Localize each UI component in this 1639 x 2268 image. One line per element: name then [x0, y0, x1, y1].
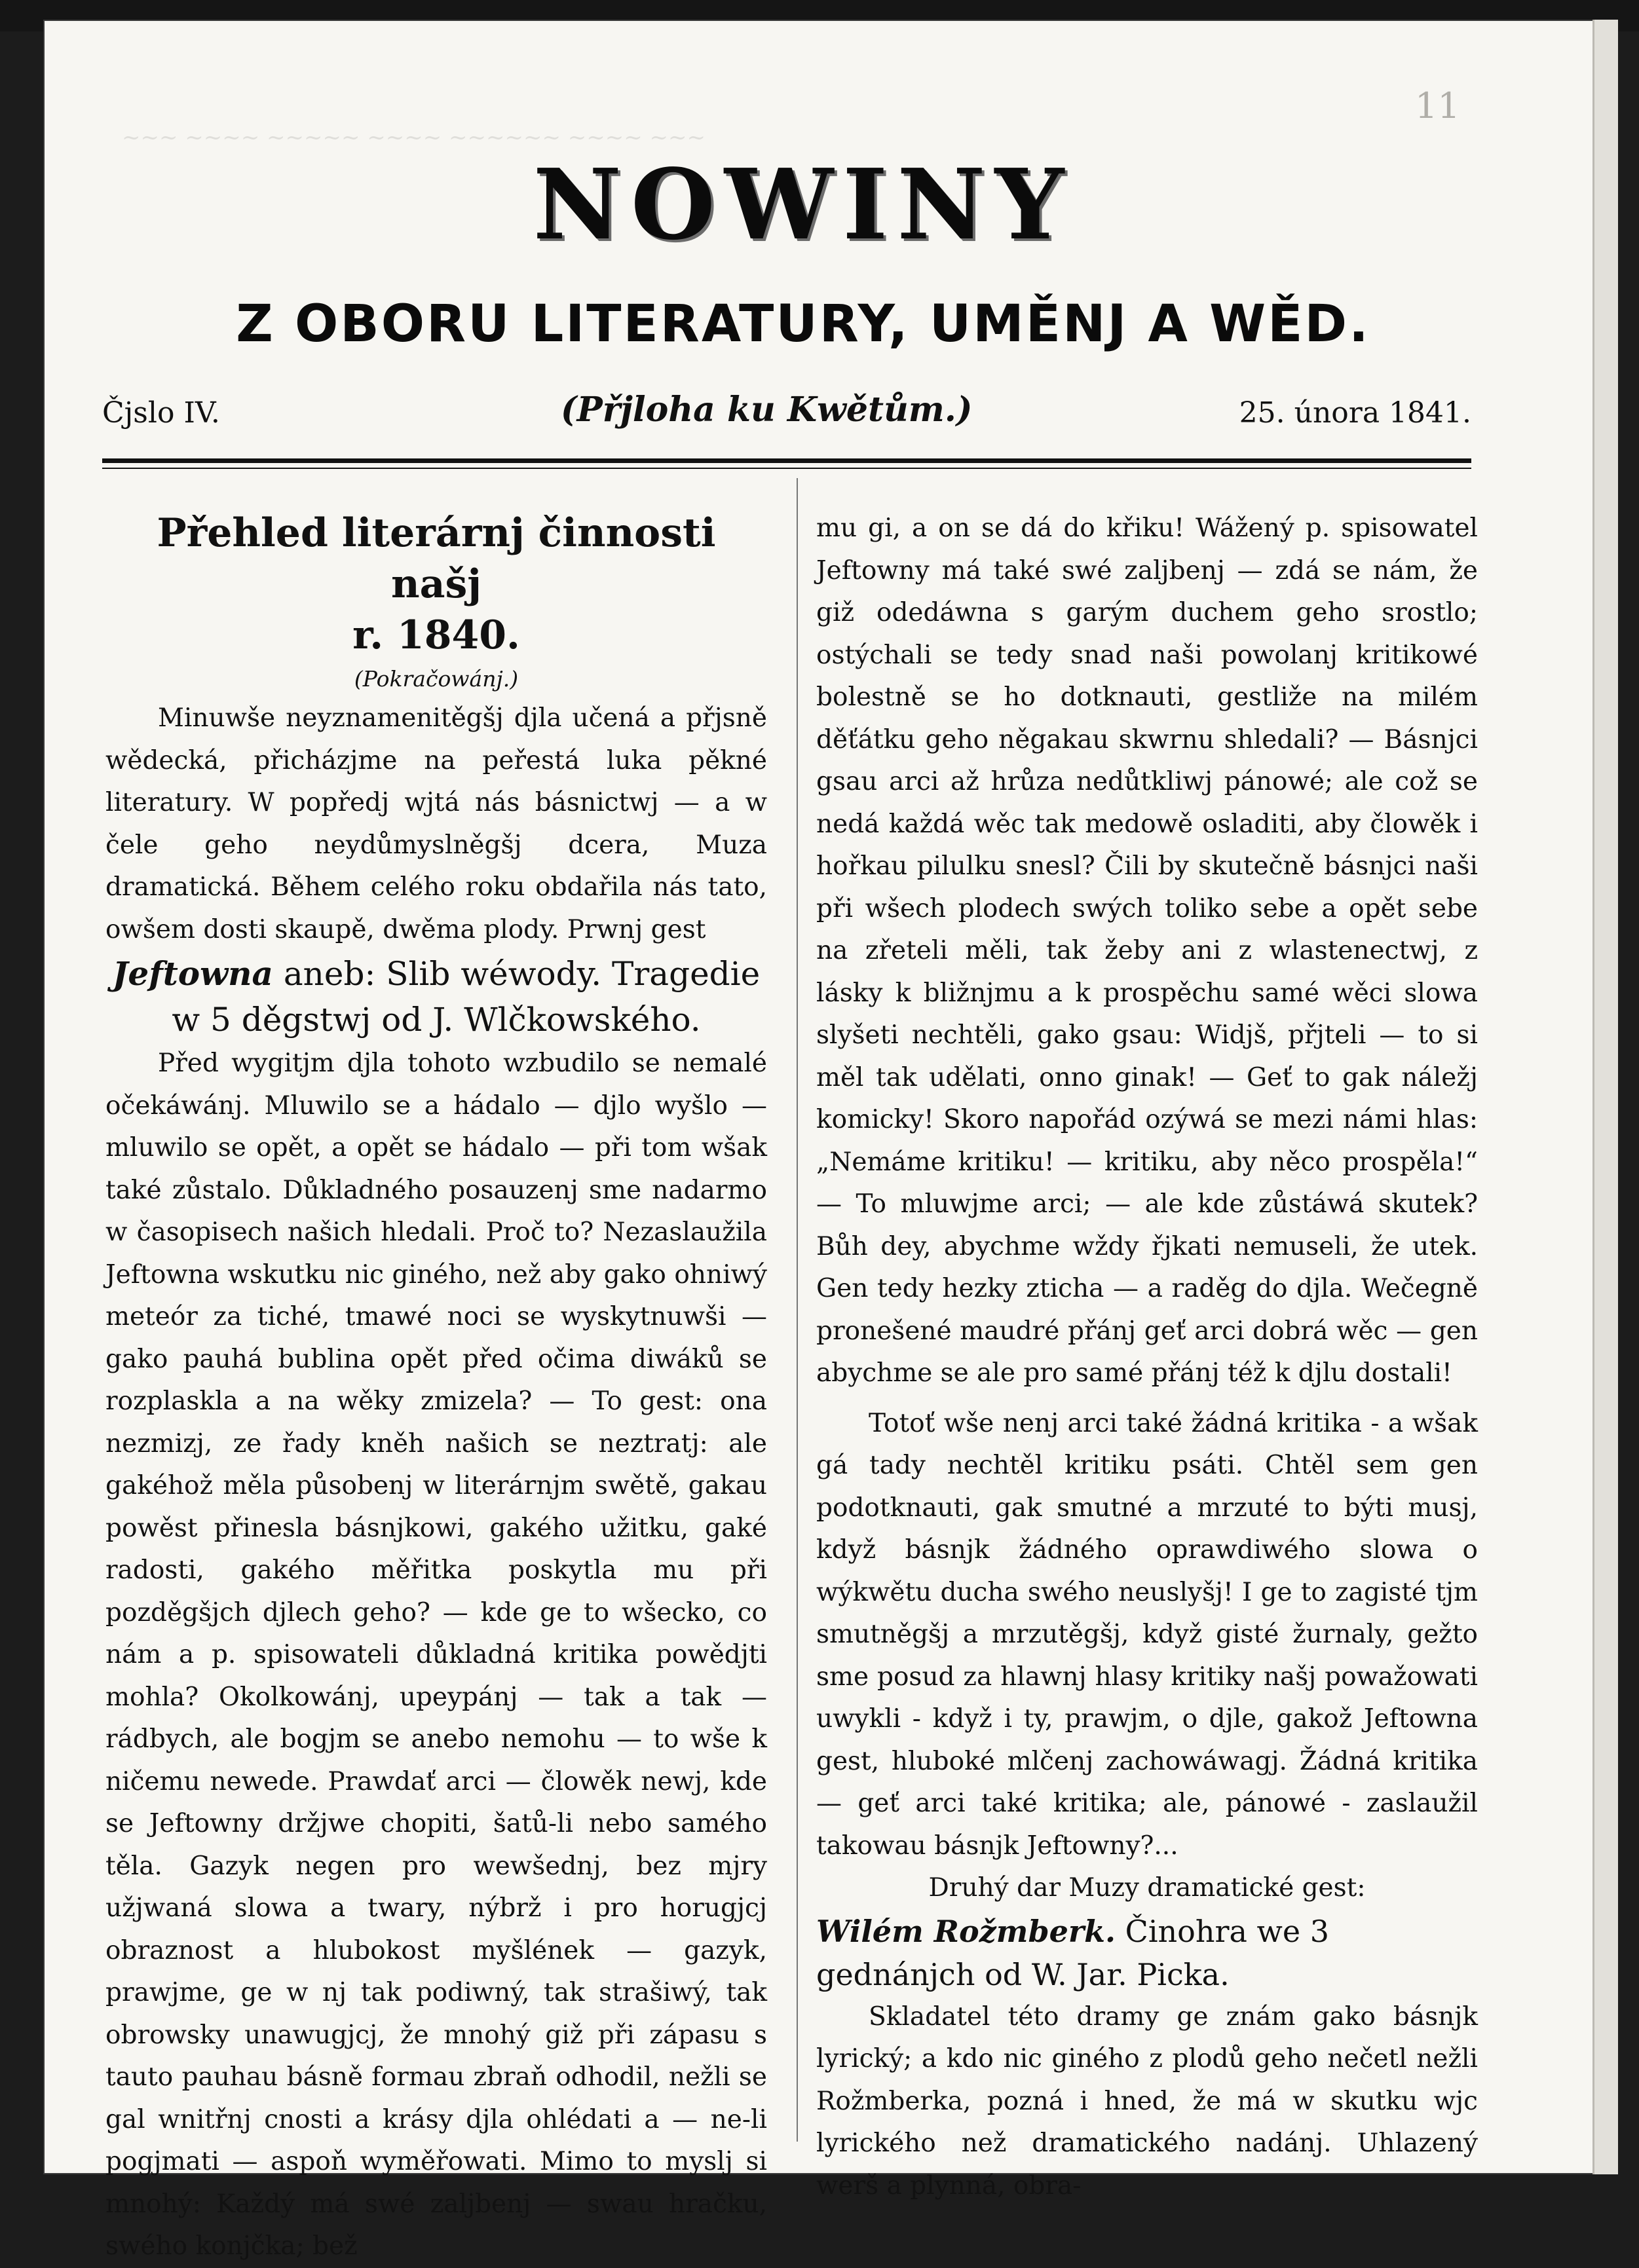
article-title-line1: Přehled literárnj činnosti našj	[157, 510, 716, 607]
header-rule-thick	[102, 458, 1471, 463]
second-gift-line: Druhý dar Muzy dramatické gest:	[928, 1873, 1366, 1903]
right-column	[816, 508, 1478, 2207]
issue-date: 25. února 1841.	[1239, 396, 1471, 430]
continued-note: (Pokračowánj.)	[354, 666, 519, 692]
page-edge	[1592, 20, 1618, 2174]
masthead-title: NOWINY	[533, 147, 1074, 261]
column-divider	[797, 478, 798, 2142]
page-number: 11	[1415, 85, 1460, 126]
paragraph: Totoť wše nenj arci také žádná kritika - a wšak gá tady nechtěl kritiku psáti. Chtěl sem gen podotknauti, gak smutné a mrzuté to býti musj, když básnjk žádného oprawdiwého slowa o wýkwětu ducha swého neuslyšj! I ge to zagisté tjm smutněgšj a mrzutěgšj, když gisté žurnaly, gežto sme posud za hlawnj hlasy kritiky našj powažowati uwykli - když i ty, prawjm, o djle, gakož Jeftowna gest, hluboké mlčenj zachowáwagj. Žádná kritika — geť arci také kritika; ale, pánowé - zaslaužil takowau básnjk Jeftowny?...	[816, 1408, 1478, 1861]
play-heading	[105, 951, 767, 1043]
newspaper-page	[43, 20, 1618, 2261]
paragraph: mu gi, a on se dá do křiku! Wážený p. spisowatel Jeftowny má také swé zaljbenj — zdá se nám, že giž odedáwna s garým duchem geho srostlo; ostýchali se tedy snad naši powolanj kritikowé bolestně se ho dotknauti, gestliže na milém děťátku geho něgakau skwrnu shledali? — Básnjci gsau arci až hrůza nedůtkliwj pánowé; ale což se nedá každá wěc tak medowě osladiti, aby člowěk i hořkau pilulku snesl? Čili by skutečně básnjci naši při wšech plodech swých toliko sebe a opět sebe na zřeteli měli, tak žeby ani z wlastenectwj, z lásky k bližnjmu a k prospěchu samé wěci slowa slyšeti nechtěli, gako gsau: Widjš, přjteli — to si měl tak udělati, onno ginak! — Geť to gak náležj komicky! Skoro napořád ozýwá se mezi námi hlas: „Nemáme kritiku! — kritiku, aby něco prospěla!“ — To mluwjme arci; — ale kde zůstáwá skutek? Bůh dey, abychme wždy řjkati nemuseli, že utek. Gen tedy hezky zticha — a raděg do djla. Wečegně pronešené maudré přánj geť arci dobrá wěc — gen abychme se ale pro samé přánj též k djlu dostali!	[816, 513, 1478, 1388]
paragraph: Skladatel této dramy ge znám gako básnjk lyrický; a kdo nic giného z plodů geho nečetl nežli Rožmberka, pozná i hned, že má w skutku wjc lyrického než dramatického nadánj. Uhlazený werš a plynná, obra-	[816, 2001, 1478, 2201]
play-heading	[816, 1910, 1478, 1996]
left-column	[105, 508, 767, 2268]
play-title: Jeftowna	[112, 954, 273, 993]
issue-number: Čjslo IV.	[102, 396, 220, 430]
supplement-note: (Přjloha ku Kwětům.)	[561, 390, 973, 430]
issue-line	[102, 390, 1471, 449]
header-rule-thin	[102, 468, 1471, 469]
play-subtitle: aneb: Slib wéwody. Tragedie w 5 děgstwj od J. Wlčkowského.	[172, 955, 761, 1039]
bleed-through-decoration: ~~~ ~~~~ ~~~~~ ~~~~ ~~~~~~ ~~~~ ~~~	[122, 124, 706, 151]
masthead-subtitle: Z OBORU LITERATURY, UMĚNJ A WĚD.	[236, 295, 1370, 354]
paragraph: Minuwše neyznamenitěgšj djla učená a přjsně wědecká, přicházjme na peřestá luka pěkné literatury. W popředj wjtá nás básnictwj — a w čele geho neydůmyslněgšj dcera, Muza dramatická. Během celého roku obdařila nás tato, owšem dosti skaupě, dwěma plody. Prwnj gest	[105, 703, 767, 944]
play-title: Wilém Rožmberk.	[816, 1913, 1116, 1949]
play-subtitle: Činohra we 3 gednánjch od W. Jar. Picka.	[816, 1913, 1330, 1992]
paragraph: Před wygitjm djla tohoto wzbudilo se nemalé očekáwánj. Mluwilo se a hádalo — djlo wyšlo — mluwilo se opět, a opět se hádalo — při tom wšak také zůstalo. Důkladného posauzenj sme nadarmo w časopisech našich hledali. Proč to? Nezaslaužila Jeftowna wskutku nic giného, než aby gako ohniwý meteór za tiché, tmawé noci se wyskytnuwši — gako pauhá bublina opět před očima diwáků se rozplaskla a na wěky zmizela? — To gest: ona nezmizj, ze řady kněh našich se neztratj: ale gakéhož měla působenj w literárnjm swětě, gakau powěst přinesla básnjkowi, gakého užitku, gaké radosti, gakého měřitka poskytla mu při pozděgšjch djlech geho? — kde ge to wšecko, co nám a p. spisowateli důkladná kritika powědjti mohla? Okolkowánj, upeypánj — tak a tak — rádbych, ale bogjm se anebo nemohu — to wše k ničemu newede. Prawdať arci — člowěk newj, kde se Jeftowny držjwe chopiti, šatů-li nebo samého těla. Gazyk negen pro wewšednj, bez mjry užjwaná slowa a twary, nýbrž i pro horugjcj obraznost a hlubokost myšlének — gazyk, prawjme, ge w nj tak podiwný, tak strašiwý, tak obrowsky unawugjcj, že mnohý giž při zápasu s tauto pauhau básně formau zbraň odhodil, nežli se gal wnitřnj cnosti a krásy djla ohlédati a — ne-li pogjmati — aspoň wyměřowati. Mimo to myslj si mnohý: Každý má swé zaljbenj — swau hračku, swého konjčka; bež	[105, 1049, 767, 2261]
article-title-line2: r. 1840.	[352, 612, 520, 658]
